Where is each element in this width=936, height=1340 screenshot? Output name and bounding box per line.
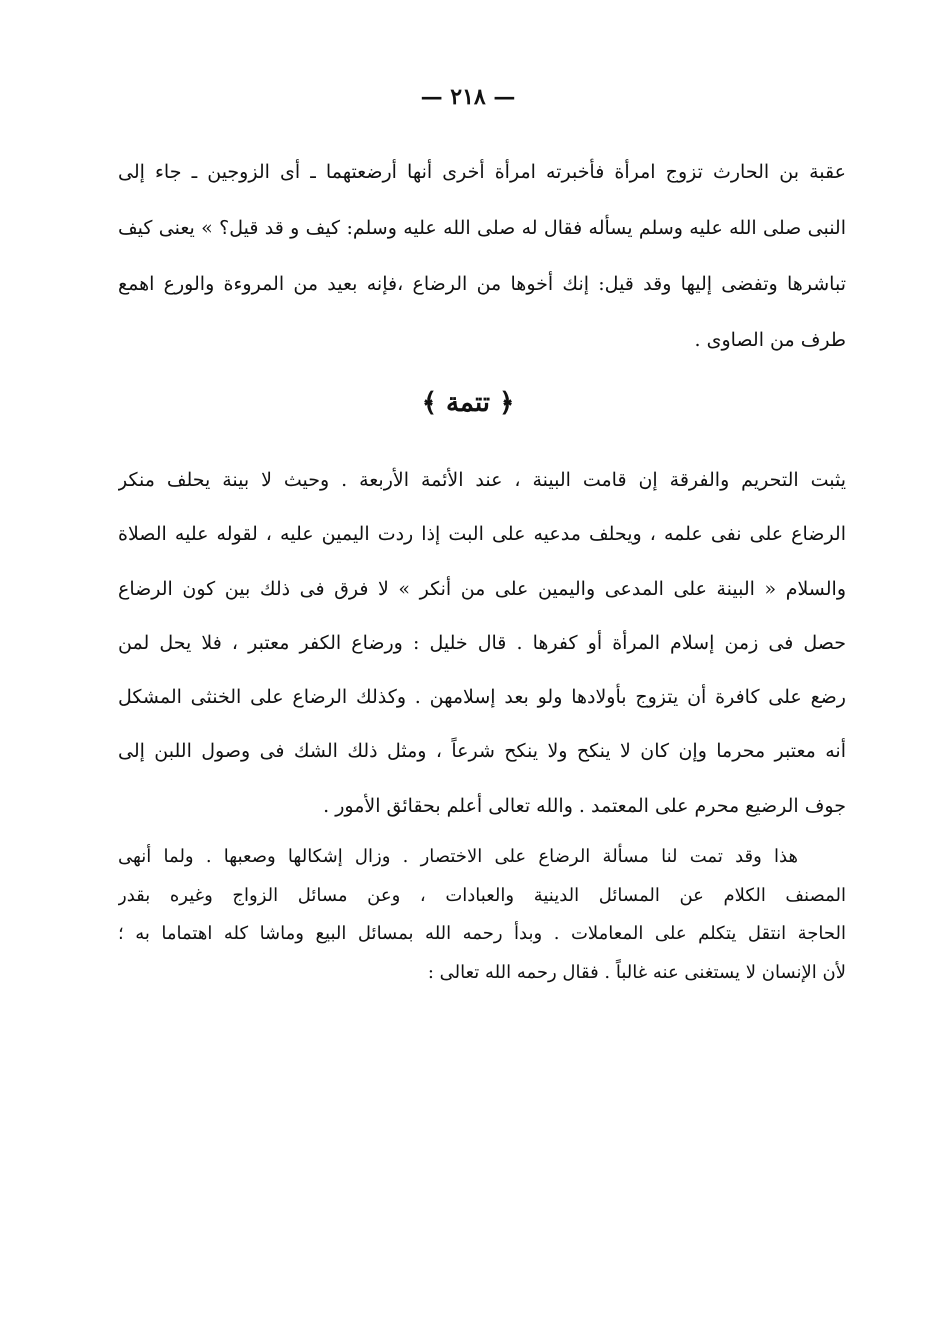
text-line: لأن الإنسان لا يستغنى عنه غالباً . فقال رحمه الله تعالى : [427,961,846,983]
intro-paragraph [118,154,846,378]
section-heading: ﴿ تتمة ﴾ [421,388,515,418]
text-line: أنه معتبر محرما وإن كان لا ينكح ولا ينكح شرعاً ، ومثل ذلك الشك فى وصول اللبن إلى [118,740,846,763]
text-line: المصنف الكلام عن المسائل الدينية والعبادات ، وعن مسائل الزواج وغيره بقدر [118,884,846,906]
text-line: النبى صلى الله عليه وسلم يسأله فقال له صلى الله عليه وسلم: كيف و قد قيل؟ » يعنى كيف [118,217,846,239]
text-line: تباشرها وتفضى إليها وقد قيل: إنك أخوها من الرضاع ،فإنه بعيد من المروءة والورع اهمع [118,273,846,295]
text-line: طرف من الصاوى . [694,329,846,351]
text-line: والسلام « البينة على المدعى واليمين على من أنكر » لا فرق فى ذلك بين كون الرضاع [118,577,846,600]
text-line: حصل فى زمن إسلام المرأة أو كفرها . قال خليل : ورضاع الكفر معتبر ، فلا يحل لمن [118,631,846,654]
text-line: الحاجة انتقل يتكلم على المعاملات . وبدأ رحمه الله بمسائل البيع وماشا كله اهتماما به ؛ [118,923,846,945]
text-line: يثبت التحريم والفرقة إن قامت البينة ، عند الأئمة الأربعة . وحيث لا بينة يحلف منكر [118,469,846,491]
page-number: — ٢١٨ — [420,84,516,110]
text-line: جوف الرضيع محرم على المعتمد . والله تعالى أعلم بحقائق الأمور . [323,794,846,817]
text-line: رضع على كافرة أن يتزوج بأولادها ولو بعد إسلامهن . وكذلك الرضاع على الخنثى المشكل [118,686,846,709]
closing-paragraph [118,840,846,994]
text-line: عقبة بن الحارث تزوج امرأة فأخبرته امرأة أخرى أنها أرضعتهما ـ أى الزوجين ـ جاء إلى [118,161,846,183]
tatimma-paragraph [118,462,846,842]
text-line: الرضاع على نفى علمه ، ويحلف مدعيه على البت إذا ردت اليمين عليه ، لقوله عليه الصلاة [118,523,846,546]
text-line: هذا وقد تمت لنا مسألة الرضاع على الاختصار . وزال إشكالها وصعبها . ولما أنهى [118,846,798,867]
